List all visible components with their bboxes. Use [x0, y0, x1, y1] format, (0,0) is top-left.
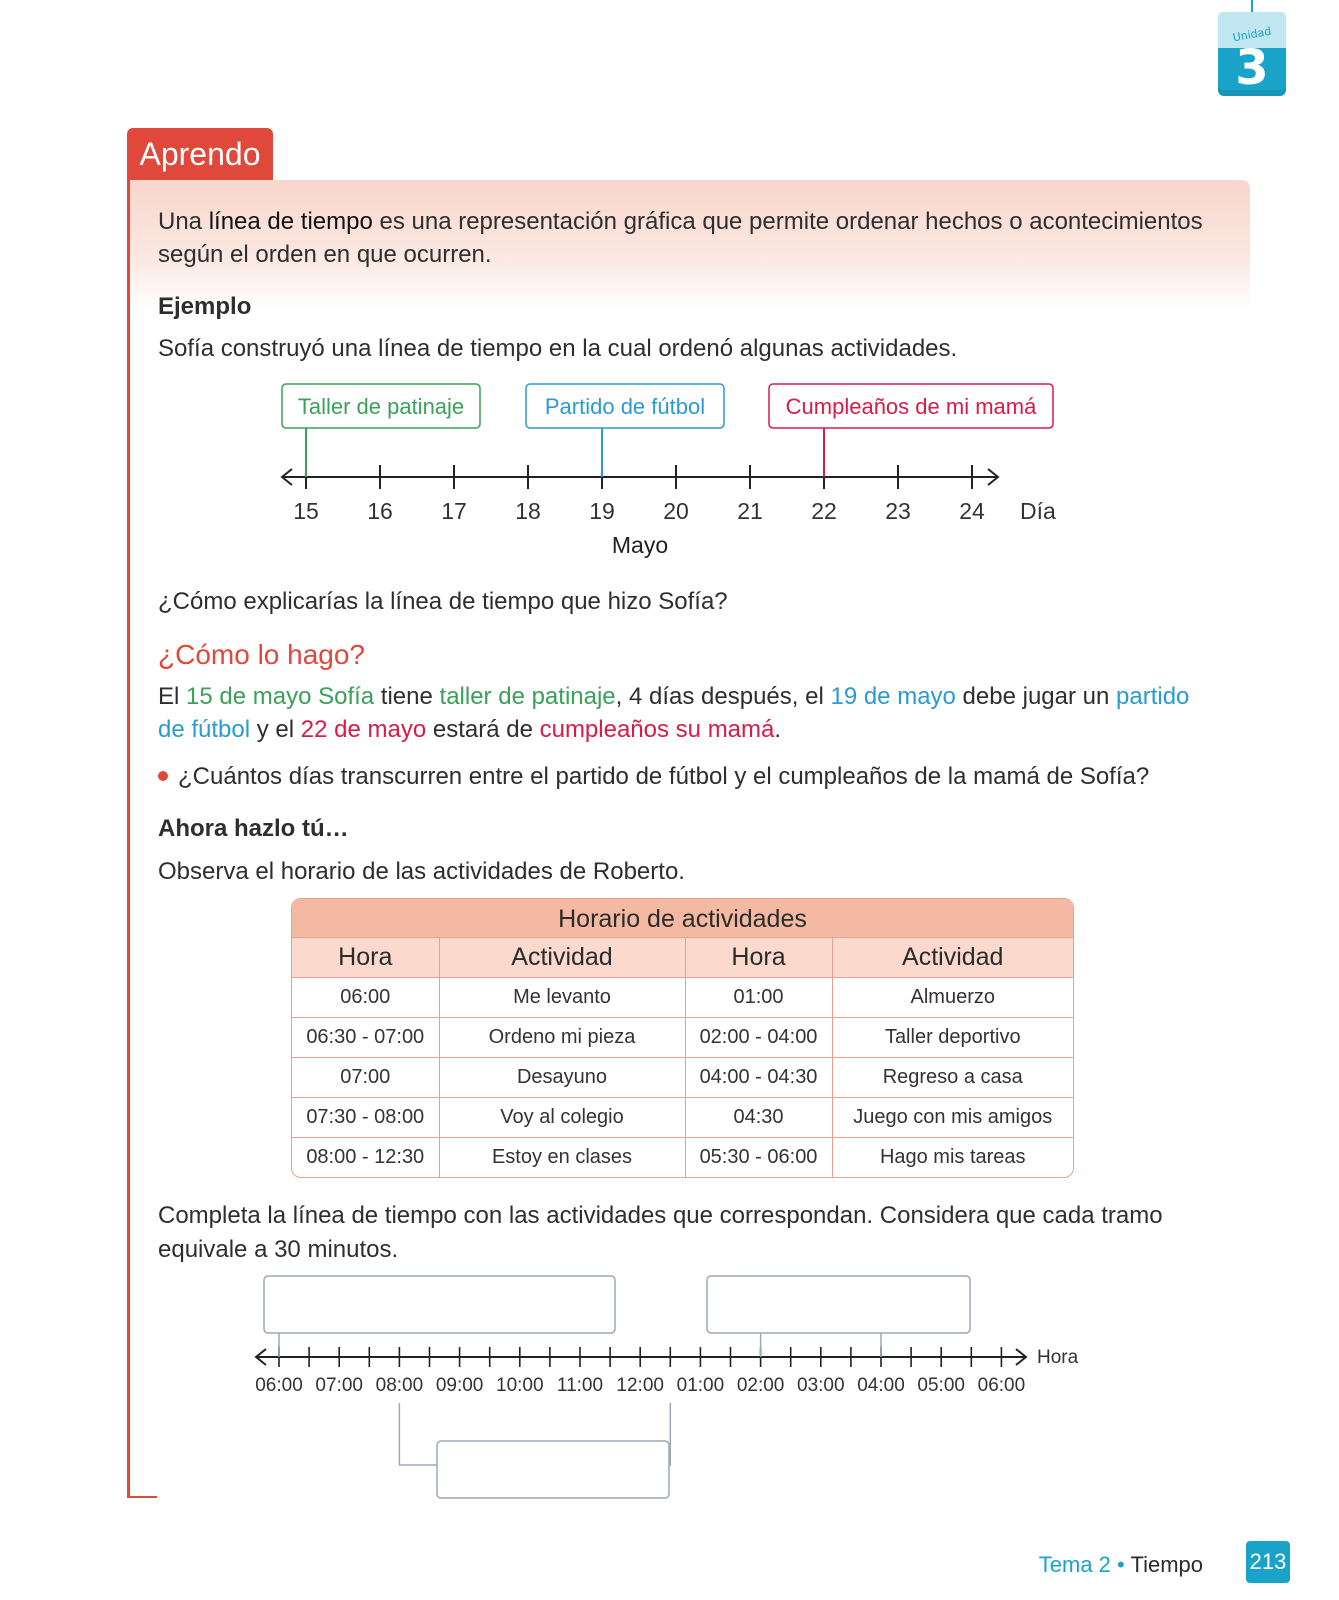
answer-box[interactable]: [264, 1276, 615, 1333]
table-row: [292, 1058, 1073, 1098]
example-timeline: [150, 380, 1150, 580]
example-intro: Sofía construyó una línea de tiempo en la cual ordenó algunas actividades.: [158, 335, 958, 362]
schedule-table: [291, 898, 1074, 1178]
table-cell: Estoy en clases: [439, 1138, 685, 1178]
example-question: ¿Cómo explicarías la línea de tiempo que hizo Sofía?: [158, 588, 728, 615]
event-label: Cumpleaños de mi mamá: [785, 394, 1037, 419]
instruction-line-2: equivale a 30 minutos.: [158, 1236, 399, 1263]
definition-line-2: según el orden en que ocurren.: [158, 241, 492, 268]
footer-tema: Tema 2: [1038, 1552, 1111, 1577]
instruction-line-1: Completa la línea de tiempo con las actividades que correspondan. Considera que cada tramo: [158, 1202, 1163, 1229]
how-text: .: [774, 716, 782, 743]
table-header-row: [292, 938, 1073, 978]
how-paragraph-line-2: [158, 713, 1258, 746]
timeline-hour-label: 07:00: [315, 1375, 363, 1396]
timeline-day-label: 19: [589, 498, 615, 524]
how-bullet-question: ¿Cuántos días transcurren entre el partido de fútbol y el cumpleaños de la mamá de Sofía?: [178, 763, 1150, 790]
table-cell: 02:00 - 04:00: [685, 1018, 832, 1058]
table-row: [292, 1098, 1073, 1138]
unit-number: 3: [1235, 40, 1269, 96]
timeline-day-label: 21: [737, 498, 763, 524]
timeline-hour-label: 01:00: [676, 1375, 725, 1396]
timeline-hour-label: 05:00: [917, 1375, 965, 1396]
timeline-day-label: 15: [293, 498, 319, 524]
table-cell: Hago mis tareas: [832, 1138, 1073, 1178]
table-cell: 06:00: [292, 978, 439, 1018]
how-date-22: 22 de mayo: [300, 716, 427, 743]
how-text: y el: [250, 716, 301, 743]
how-event-futbol: de fútbol: [158, 716, 251, 743]
timeline-hour-label: 02:00: [736, 1375, 785, 1396]
practice-intro: Observa el horario de las actividades de Roberto.: [158, 858, 685, 885]
practice-heading: Ahora hazlo tú…: [158, 815, 349, 842]
table-cell: Voy al colegio: [439, 1098, 685, 1138]
table-cell: Regreso a casa: [832, 1058, 1073, 1098]
timeline-day-label: 16: [367, 498, 393, 524]
table-header: Hora: [685, 938, 832, 978]
table-row: [292, 1018, 1073, 1058]
timeline-day-label: 17: [441, 498, 467, 524]
section-side-line: [127, 178, 130, 1498]
how-text: estará de: [426, 716, 540, 743]
timeline-hour-label: 06:00: [255, 1375, 303, 1396]
how-date-19: 19 de mayo: [830, 683, 956, 710]
how-date-15: 15 de mayo Sofía: [186, 683, 375, 710]
timeline-hour-label: 06:00: [977, 1375, 1026, 1396]
footer-topic: [1039, 1552, 1203, 1578]
table-row: [292, 978, 1073, 1018]
table-cell: 04:30: [685, 1098, 832, 1138]
timeline-day-label: 22: [811, 498, 837, 524]
timeline-unit-label: Hora: [1037, 1347, 1079, 1368]
table-cell: 08:00 - 12:30: [292, 1138, 439, 1178]
definition-pre: Una: [158, 208, 209, 235]
table-cell: 01:00: [685, 978, 832, 1018]
timeline-day-label: 23: [885, 498, 911, 524]
table-header: Actividad: [439, 938, 685, 978]
timeline-hour-label: 08:00: [375, 1375, 424, 1396]
how-text: , 4 días después, el: [615, 683, 831, 710]
table-header: Actividad: [832, 938, 1073, 978]
how-event-cumpleanos: cumpleaños su mamá: [539, 716, 775, 743]
timeline-hour-label: 04:00: [857, 1375, 905, 1396]
definition-post: es una representación gráfica que permite ordenar hechos o acontecimientos: [372, 208, 1203, 235]
unit-tab: [1218, 12, 1286, 96]
unit-label: Unidad: [1231, 24, 1273, 45]
timeline-day-label: 18: [515, 498, 541, 524]
table-cell: Taller deportivo: [832, 1018, 1073, 1058]
table-cell: 05:30 - 06:00: [685, 1138, 832, 1178]
table-cell: 06:30 - 07:00: [292, 1018, 439, 1058]
definition-term: línea de tiempo: [208, 208, 373, 235]
event-label: Partido de fútbol: [544, 394, 706, 419]
event-label: Taller de patinaje: [297, 394, 465, 419]
timeline-month-label: Mayo: [611, 532, 669, 558]
timeline-hour-label: 10:00: [496, 1375, 544, 1396]
table-cell: 04:00 - 04:30: [685, 1058, 832, 1098]
how-event-partido: partido: [1116, 683, 1190, 710]
how-event-patinaje: taller de patinaje: [439, 683, 616, 710]
footer-topic-name: Tiempo: [1130, 1552, 1203, 1577]
table-cell: Me levanto: [439, 978, 685, 1018]
practice-timeline: [240, 1275, 1120, 1505]
table-cell: Ordeno mi pieza: [439, 1018, 685, 1058]
timeline-hour-label: 03:00: [797, 1375, 845, 1396]
definition-line-1: [158, 205, 1248, 238]
table-cell: 07:30 - 08:00: [292, 1098, 439, 1138]
answer-box[interactable]: [437, 1441, 669, 1498]
answer-box[interactable]: [707, 1276, 970, 1333]
timeline-day-label: 20: [663, 498, 689, 524]
timeline-hour-label: 09:00: [435, 1375, 484, 1396]
timeline-hour-label: 12:00: [616, 1375, 664, 1396]
timeline-day-label: 24: [959, 498, 985, 524]
how-text: tiene: [374, 683, 440, 710]
schedule-title: Horario de actividades: [292, 899, 1073, 937]
table-cell: Almuerzo: [832, 978, 1073, 1018]
how-heading: ¿Cómo lo hago?: [158, 639, 366, 670]
how-paragraph-line-1: [158, 680, 1258, 713]
how-text: debe jugar un: [955, 683, 1117, 710]
table-cell: 07:00: [292, 1058, 439, 1098]
section-title: Aprendo: [127, 128, 273, 180]
table-header: Hora: [292, 938, 439, 978]
page-number: 213: [1246, 1541, 1290, 1583]
footer-separator: •: [1110, 1552, 1131, 1577]
timeline-hour-label: 11:00: [556, 1375, 604, 1396]
how-text: El: [158, 683, 187, 710]
table-cell: Juego con mis amigos: [832, 1098, 1073, 1138]
bullet-icon: [158, 771, 168, 781]
example-heading: Ejemplo: [158, 293, 252, 320]
answer-bracket: [399, 1403, 437, 1465]
timeline-unit-label: Día: [1020, 498, 1056, 524]
section-bottom-line: [127, 1496, 157, 1498]
table-row: [292, 1138, 1073, 1178]
table-cell: Desayuno: [439, 1058, 685, 1098]
